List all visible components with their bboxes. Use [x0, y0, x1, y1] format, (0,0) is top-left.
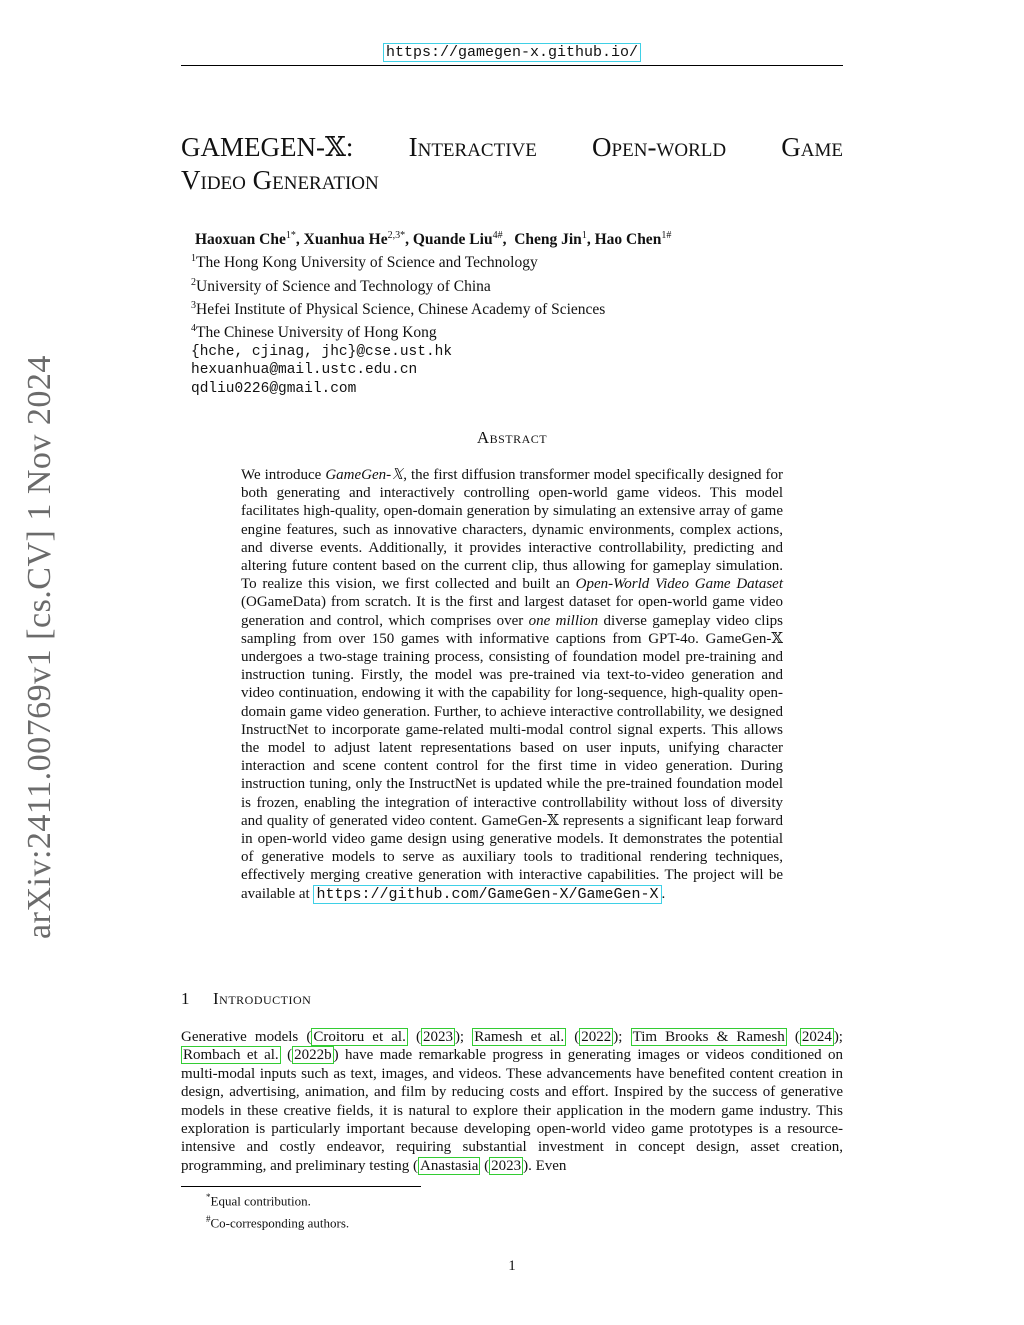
- citation-year-link[interactable]: 2023: [491, 1157, 522, 1174]
- footnote: *Equal contribution.: [206, 1192, 311, 1209]
- affiliation: $^2$University of Science and Technology of China: [191, 276, 491, 295]
- email: qdliu0226@gmail.com: [191, 380, 357, 397]
- model-name: GameGen-𝕏: [325, 467, 404, 483]
- dataset-name: Open-World Video Game Dataset: [575, 576, 784, 593]
- title-word: GAMEGEN-𝕏:: [181, 132, 354, 162]
- title-word: Interactive: [408, 132, 537, 162]
- title-line-2: Video Generation: [181, 165, 379, 195]
- emphasis: one million: [528, 612, 599, 629]
- author-names: Haoxuan Che$^{1*}$, Xuanhua $He^{2,3*}$, Quande Liu$^{4\#}$, Cheng Jin$^1$, Hao Chen$^{1\#}$: [195, 230, 672, 249]
- section-heading: [181, 989, 311, 1009]
- title-word: Open-world: [592, 132, 727, 162]
- abstract-heading: Abstract: [476, 428, 548, 447]
- abstract-body: We introduce GameGen-𝕏, the first diffusion transformer model specifically designed for both generating and interactively controlling open-world game videos. This model facilitates high-quality, open-domain generation by simulating an extensive array of game engine features, such as innovative characters, dynamic environments, complex actions, and diverse events. Additionally, it provides interactive controllability, predicting and altering future content based on the current clip, thus allowing for gameplay simulation. To realize this vision, we first collected and built an Open-World Video Game Dataset (OGameData) from scratch. It is the first and largest dataset for open-world game video generation and control, which comprises over one million diverse gameplay video clips sampling from over 150 games with informative captions from GPT-4o. GameGen-𝕏 undergoes a two-stage training process, consisting of foundation model pre-training and instruction tuning. Firstly, the model was pre-trained via text-to-video generation and video continuation, endowing it with the capability for long-sequence, high-quality open-domain game video generation. Further, to achieve interactive controllability, we designed InstructNet to incorporate game-related multi-modal control signal experts. This allows the model to adjust latent representations based on user inputs, unifying character interaction and scene content control for the first time in video generation. During instruction tuning, only the InstructNet is updated while the pre-trained foundation model is frozen, enabling the integration of interactive controllability without loss of diversity and quality of generated video content. GameGen-𝕏 represents a significant leap forward in open-world video game design using generative models. It demonstrates the potential of generative models to serve as auxiliary tools to traditional rendering techniques, effectively merging creative generation with interactive capabilities. The project will be available at https://github.com/GameGen-X/GameGen-X .: [241, 467, 784, 903]
- page-number: 1: [508, 1258, 516, 1274]
- author-name: Quande Liu: [412, 231, 493, 249]
- header-rule: [181, 65, 843, 66]
- author-name: Haoxuan Che: [195, 231, 286, 249]
- author-sup: 4#: [492, 230, 503, 241]
- repo-link[interactable]: https://github.com/GameGen-X/GameGen-X: [313, 885, 661, 904]
- footnotes: [206, 1188, 349, 1233]
- author-sup: 1: [581, 230, 587, 241]
- author-sup: 1*: [285, 230, 296, 241]
- citation-link[interactable]: Rombach et al.: [183, 1047, 279, 1064]
- citation-link[interactable]: Anastasia: [420, 1157, 479, 1174]
- author-block: [191, 226, 671, 398]
- citation-link[interactable]: Croitoru et al.: [313, 1029, 406, 1045]
- affiliation: $^3$Hefei Institute of Physical Science, Chinese Academy of Sciences: [191, 300, 606, 319]
- arxiv-stamp: arXiv:2411.00769v1 [cs.CV] 1 Nov 2024: [21, 355, 58, 939]
- author-name: Cheng Jin: [514, 231, 582, 249]
- email: {hche, cjinag, jhc}@cse.ust.hk: [191, 343, 453, 360]
- title-word: Game: [781, 132, 843, 162]
- author-sup: 1#: [661, 230, 672, 241]
- footnote: #Co-corresponding authors.: [206, 1214, 350, 1231]
- introduction-paragraph: Generative models ( Croitoru et al. ( 2023 ); Ramesh et al. ( 2022 ); Tim Brooks & Ramesh ( 2024 ); Rombach et al. ( 2022b ) have made remarkable progress in generating images or videos conditioned on multi-modal inputs such as text, images, and videos. These advancements have benefited content creation in design, advertising, animation, and film by reducing costs and effort. Inspired by the success of generative models in these creative fields, it is natural to explore their application in the modern game industry. This exploration is particularly important because developing open-world video game prototypes is a resource-intensive and costly endeavor, requiring substantial investment in concept design, asset creation, programming, and preliminary testing ( Anastasia ( 2023 ). Even: [181, 1029, 843, 1174]
- project-url-link[interactable]: https://gamegen-x.github.io/: [383, 43, 641, 62]
- citation-year-link[interactable]: 2022: [581, 1029, 612, 1045]
- citation-year-link[interactable]: 2022b: [294, 1047, 332, 1064]
- citation-link[interactable]: Ramesh et al.: [474, 1029, 565, 1045]
- affiliation: $^4$The Chinese University of Hong Kong: [191, 323, 437, 342]
- section-number: 1: [181, 989, 190, 1008]
- author-name: Hao Chen: [594, 231, 662, 249]
- footnote-rule: [181, 1186, 421, 1187]
- paper-title: [181, 131, 843, 197]
- citation-year-link[interactable]: 2023: [422, 1029, 453, 1045]
- citation-year-link[interactable]: 2024: [801, 1029, 832, 1045]
- affiliation: $^1$The Hong Kong University of Science and Technology: [191, 253, 538, 272]
- citation-link[interactable]: Tim Brooks & Ramesh: [632, 1029, 785, 1045]
- header-url-line: [0, 44, 1024, 61]
- email: hexuanhua@mail.ustc.edu.cn: [191, 362, 418, 379]
- author-name: Xuanhua He: [303, 231, 388, 249]
- author-sup: 2,3*: [387, 230, 406, 241]
- section-title: Introduction: [213, 989, 312, 1008]
